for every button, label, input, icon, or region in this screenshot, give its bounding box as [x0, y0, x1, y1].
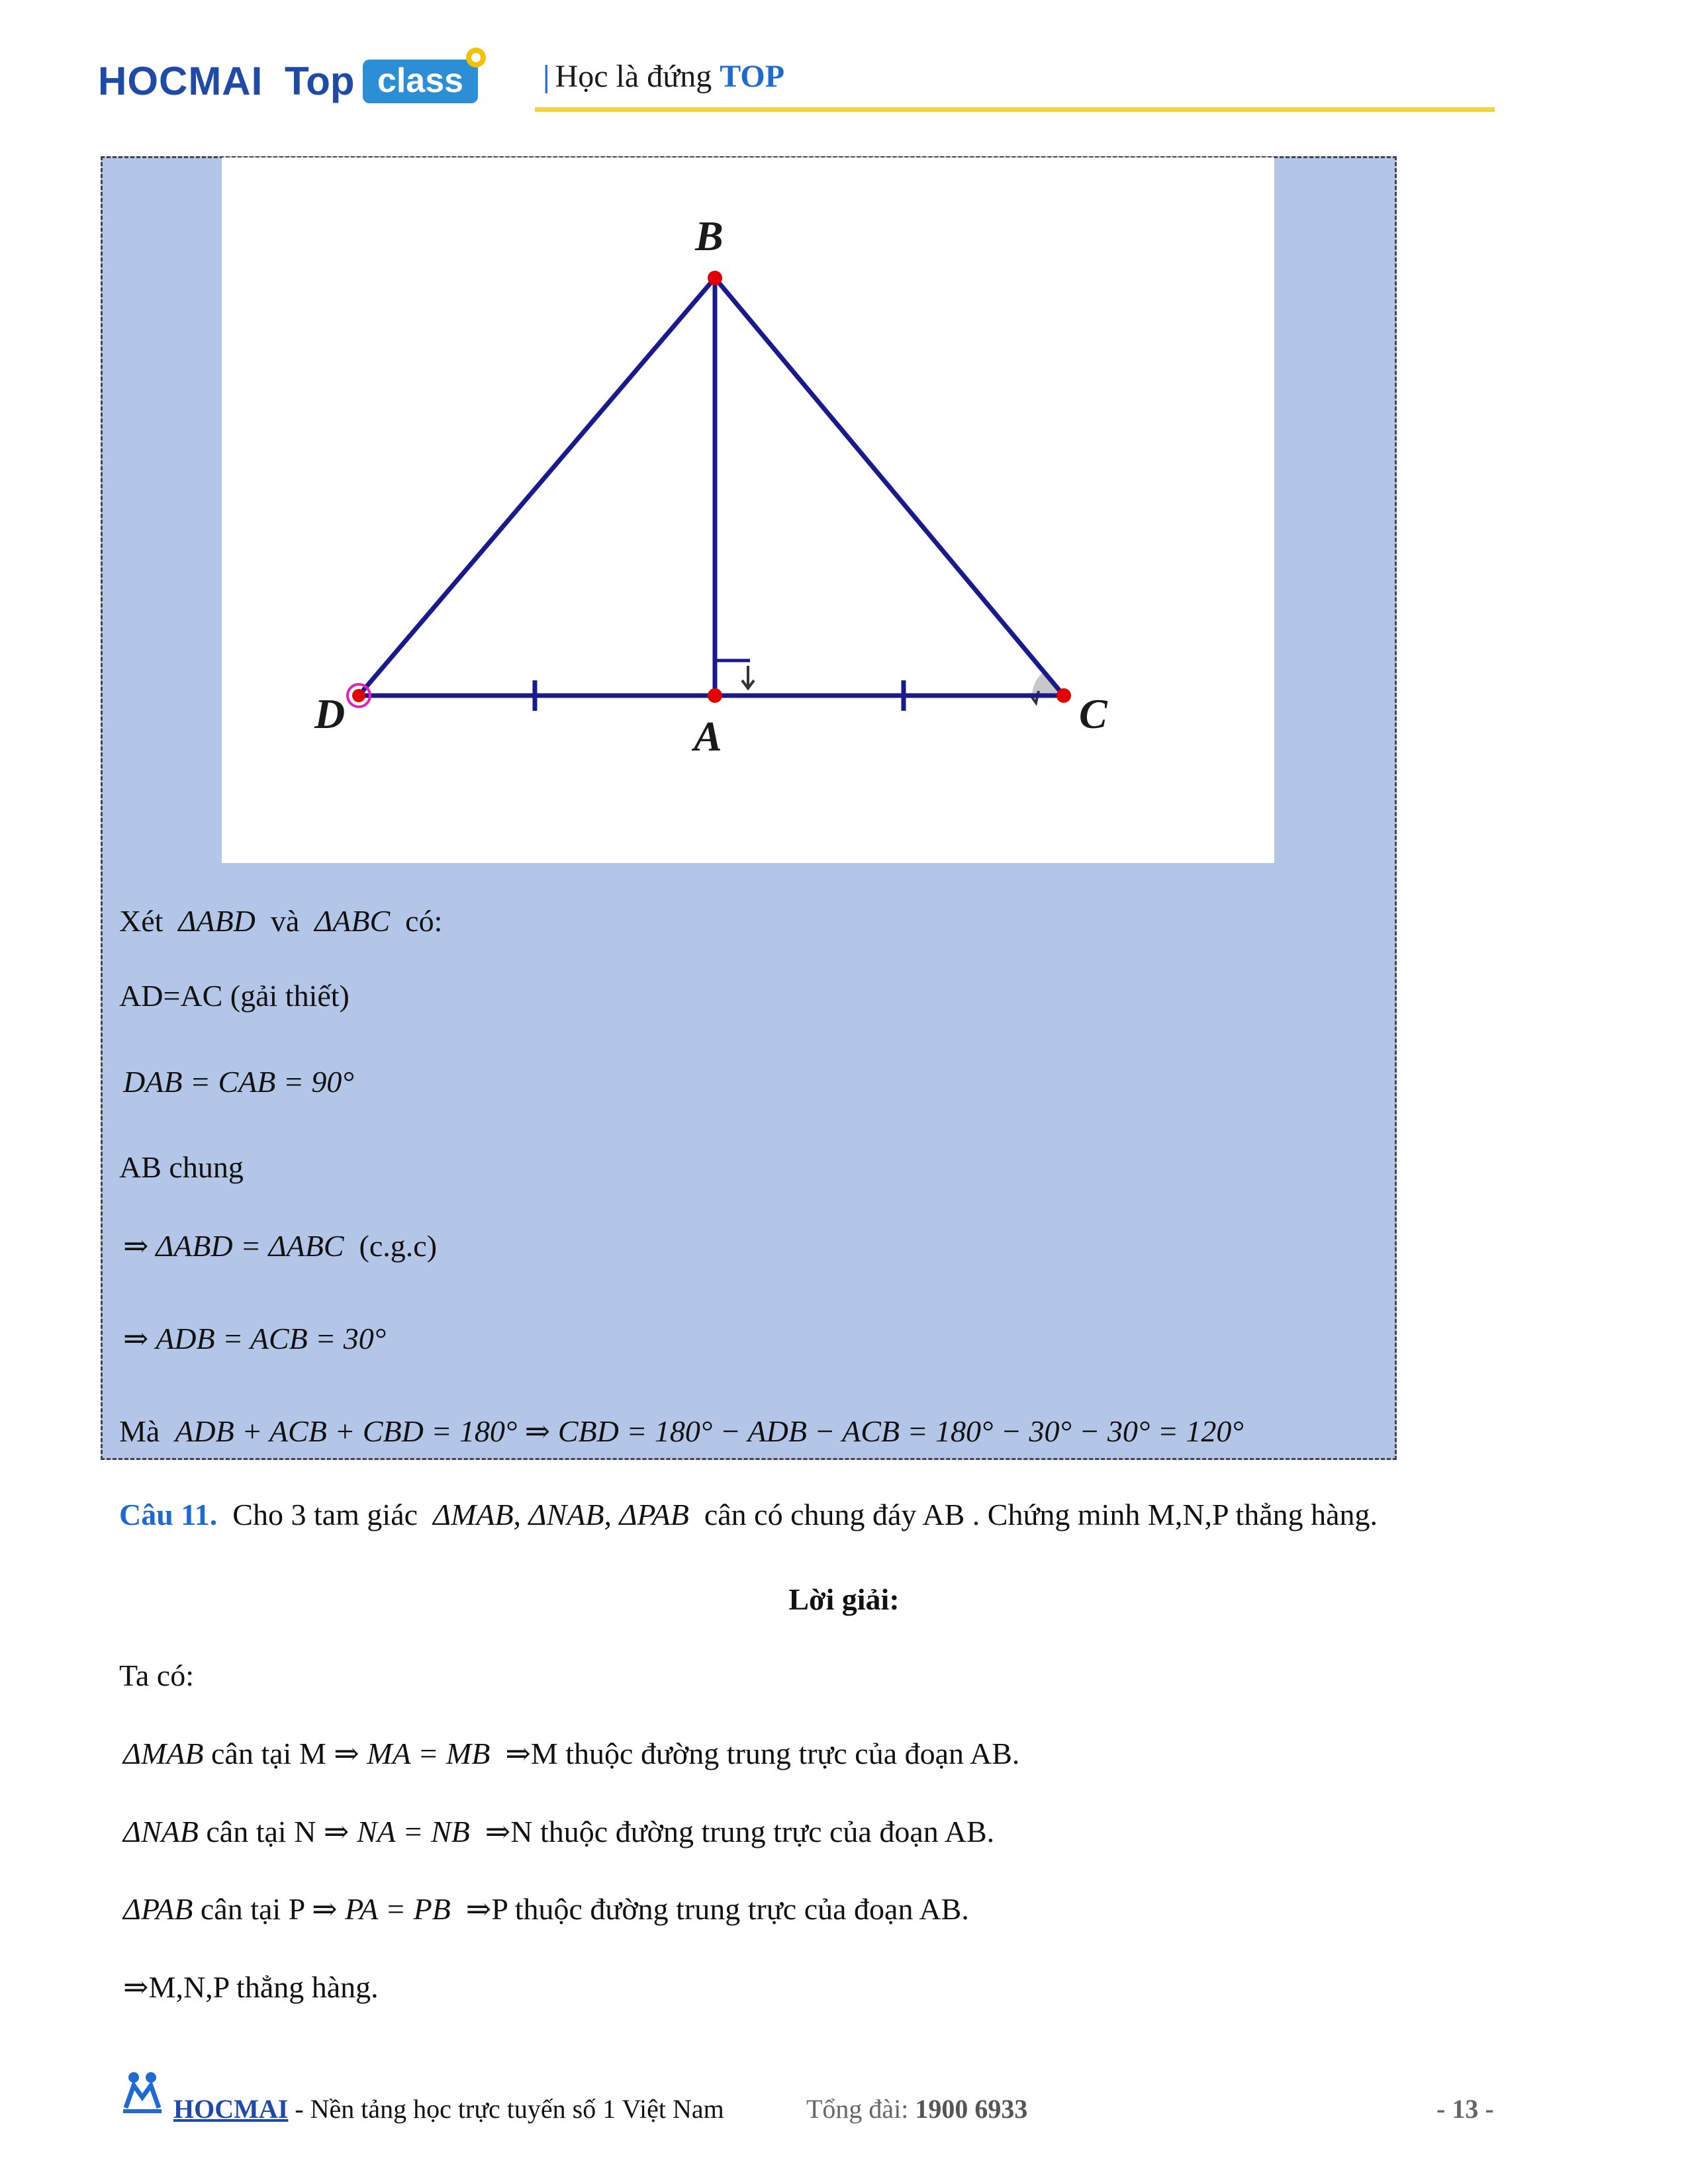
logo-hocmai: HOCMAI	[98, 59, 263, 103]
gear-icon	[463, 45, 489, 70]
proof-line-5: ⇒ ΔABD = ΔABC (c.g.c)	[123, 1229, 438, 1263]
question-number: Câu 11.	[119, 1498, 218, 1531]
label-a: A	[694, 713, 722, 760]
solution-step-1: ΔMAB cân tại M ⇒ MA = MB ⇒M thuộc đường trung trực của đoạn AB.	[123, 1737, 1020, 1770]
footer-hotline: Tổng đài: 1900 6933	[806, 2094, 1028, 2124]
solution-step-3: ΔPAB cân tại P ⇒ PA = PB ⇒P thuộc đường trung trực của đoạn AB.	[123, 1892, 969, 1926]
segment-bc	[715, 278, 1064, 696]
label-b: B	[695, 212, 724, 259]
question-11: Câu 11. Cho 3 tam giác ΔMAB, ΔNAB, ΔPAB cân có chung đáy AB . Chứng minh M,N,P thẳng hàng.	[119, 1498, 1378, 1531]
proof-line-3: DAB = CAB = 90°	[123, 1065, 354, 1099]
vertex-c	[1056, 688, 1071, 703]
proof-line-1: Xét ΔABD và ΔABC có:	[119, 904, 443, 938]
vertex-a	[708, 688, 722, 703]
vertex-d	[352, 689, 365, 702]
solution-step-2: ΔNAB cân tại N ⇒ NA = NB ⇒N thuộc đường trung trực của đoạn AB.	[123, 1815, 995, 1848]
segment-db	[359, 278, 715, 696]
footer-brand-link[interactable]: HOCMAI	[173, 2094, 289, 2124]
proof-line-2: AD=AC (gải thiết)	[119, 979, 350, 1013]
footer-tagline: HOCMAI - Nền tảng học trực tuyến số 1 Việt Nam	[173, 2094, 724, 2124]
proof-line-7: Mà ADB + ACB + CBD = 180° ⇒ CBD = 180° − ADB − ACB = 180° − 30° − 30° = 120°	[119, 1414, 1244, 1448]
header-divider	[535, 107, 1495, 112]
hocmai-footer-icon	[119, 2068, 165, 2115]
geometry-figure	[222, 158, 1274, 863]
right-angle-marker	[715, 660, 750, 696]
vertex-b	[708, 271, 722, 285]
solution-intro: Ta có:	[119, 1659, 195, 1692]
label-d: D	[314, 690, 346, 737]
solution-conclusion: ⇒M,N,P thẳng hàng.	[123, 1970, 379, 2004]
logo-top: Top	[285, 59, 355, 103]
page-number: - 13 -	[1436, 2094, 1494, 2124]
proof-line-4: AB chung	[119, 1150, 244, 1184]
label-c: C	[1079, 690, 1107, 737]
solution-title: Lời giải:	[788, 1582, 900, 1616]
proof-line-6: ⇒ ADB = ACB = 30°	[123, 1322, 387, 1355]
right-angle-arrow	[742, 666, 754, 688]
logo-class-badge: class	[363, 60, 478, 103]
slogan: | Học là đứng TOP	[543, 59, 785, 94]
